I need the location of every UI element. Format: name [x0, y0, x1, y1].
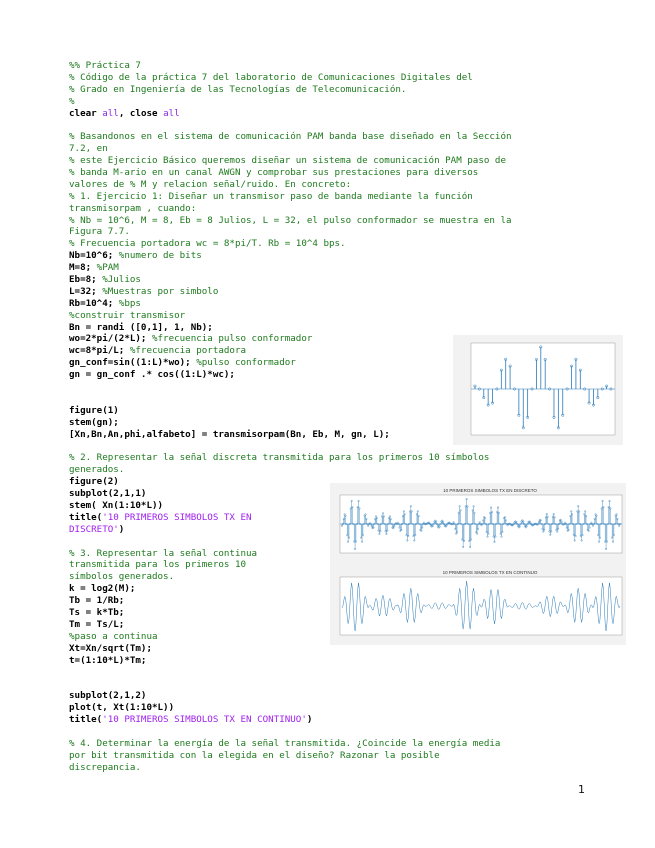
code-line: [Xn,Bn,An,phi,alfabeto] = transmisorpam(Bn, Eb, M, gn, L); — [69, 428, 390, 440]
code-line: % Frecuencia portadora wc = 8*pi/T. Rb = 10^4 bps. — [69, 238, 346, 250]
code-token: wo=2*pi/(2*L); — [69, 333, 152, 345]
code-line: k = log2(M); — [69, 583, 136, 595]
code-line: stem(gn); — [69, 416, 119, 428]
code-line — [69, 250, 589, 262]
code-line: Figura 7.7. — [69, 226, 130, 238]
figure2-svg — [330, 483, 626, 645]
code-line: % banda M-ario en un canal AWGN y comprobar sus prestaciones para diversos — [69, 167, 479, 179]
code-token: M=8; — [69, 262, 97, 274]
code-token: '10 PRIMEROS SIMBOLOS TX EN CONTINUO' — [102, 713, 307, 725]
code-line: subplot(2,1,1) — [69, 488, 147, 500]
code-token: clear — [69, 107, 103, 119]
code-line — [69, 726, 589, 738]
code-line: Tm = Ts/L; — [69, 618, 125, 630]
code-token: wc=8*pi/L; — [69, 345, 130, 357]
code-line — [69, 119, 589, 131]
code-token: gn_conf=sin((1:L)*wo); — [69, 357, 197, 369]
code-line: % este Ejercicio Básico queremos diseñar un sistema de comunicación PAM paso de — [69, 155, 506, 167]
code-line: plot(t, Xt(1:10*L)) — [69, 702, 175, 714]
code-line: % 3. Representar la señal continua — [69, 547, 258, 559]
code-token: ) — [118, 523, 125, 535]
code-token: %numero de bits — [118, 250, 202, 262]
code-line: % Nb = 10^6, M = 8, Eb = 8 Julios, L = 32, el pulso conformador se muestra en la — [69, 214, 512, 226]
code-line: t=(1:10*L)*Tm; — [69, 654, 147, 666]
code-line: por bit transmitida con la elegida en el diseño? Razonar la posible — [69, 749, 440, 761]
code-line — [69, 286, 589, 298]
code-line: % Código de la práctica 7 del laboratorio de Comunicaciones Digitales del — [69, 71, 473, 83]
code-line — [69, 666, 589, 678]
code-line — [69, 108, 589, 120]
code-line: stem( Xn(1:10*L)) — [69, 499, 164, 511]
code-token: title( — [69, 713, 103, 725]
code-token: Nb=10^6; — [69, 250, 119, 262]
code-token: %pulso conformador — [196, 357, 296, 369]
code-line: Tb = 1/Rb; — [69, 595, 125, 607]
code-line: valores de % M y relacion señal/ruido. En concreto: — [69, 178, 352, 190]
code-line: % 4. Determinar la energía de la señal transmitida. ¿Coincide la energía media — [69, 737, 501, 749]
code-token: ) — [306, 713, 313, 725]
code-token: %Muestras por simbolo — [102, 285, 219, 297]
code-line: Bn = randi ([0,1], 1, Nb); — [69, 321, 213, 333]
code-line — [69, 298, 589, 310]
code-line: % Basandonos en el sistema de comunicación PAM banda base diseñado en la Sección — [69, 131, 512, 143]
code-line: generados. — [69, 464, 125, 476]
figure2-subplots — [330, 483, 626, 645]
code-line: transmisorpam , cuando: — [69, 202, 197, 214]
code-token: all — [102, 107, 119, 119]
code-line: % — [69, 95, 75, 107]
figure1-stem-plot — [453, 335, 623, 445]
code-line: figure(2) — [69, 476, 119, 488]
code-token: %Julios — [102, 274, 141, 286]
subplot2-title: 10 PRIMEROS SIMBOLOS TX EN CONTINUO — [442, 570, 538, 575]
code-line: figure(1) — [69, 404, 119, 416]
code-token: %frecuencia portadora — [129, 345, 247, 357]
code-line: % Grado en Ingeniería de las Tecnologías de Telecomunicación. — [69, 83, 407, 95]
code-line — [69, 274, 589, 286]
page-number: 1 — [578, 783, 585, 796]
code-line: símbolos generados. — [69, 571, 175, 583]
code-line: Ts = k*Tb; — [69, 606, 125, 618]
code-token: Eb=8; — [69, 274, 103, 286]
code-line: %paso a continua — [69, 630, 158, 642]
code-line: %% Práctica 7 — [69, 60, 141, 71]
code-token: %PAM — [96, 262, 119, 274]
code-line: % 2. Representar la señal discreta transmitida para los primeros 10 símbolos — [69, 452, 490, 464]
code-token: Rb=10^4; — [69, 297, 119, 309]
code-line: % 1. Ejercicio 1: Diseñar un transmisor paso de banda mediante la función — [69, 190, 473, 202]
code-token: all — [163, 107, 180, 119]
code-token: DISCRETO' — [69, 523, 119, 535]
code-line: %construir transmisor — [69, 309, 186, 321]
code-line: gn = gn_conf .* cos((1:L)*wc); — [69, 369, 235, 381]
code-line — [69, 262, 589, 274]
code-line: discrepancia. — [69, 761, 141, 773]
code-line — [69, 678, 589, 690]
code-line: transmitida para los primeros 10 — [69, 559, 247, 571]
code-line: 7.2, en — [69, 143, 108, 155]
code-line: Xt=Xn/sqrt(Tm); — [69, 642, 152, 654]
code-line — [69, 714, 589, 726]
code-token: L=32; — [69, 285, 103, 297]
code-token: %frecuencia pulso conformador — [151, 333, 313, 345]
figure1-svg — [453, 335, 623, 445]
code-token: title( — [69, 511, 103, 523]
code-token: %bps — [118, 297, 141, 309]
code-token: , close — [118, 107, 164, 119]
code-token: '10 PRIMEROS SIMBOLOS TX EN — [102, 511, 252, 523]
subplot1-title: 10 PRIMEROS SIMBOLOS TX EN DISCRETO — [443, 488, 537, 493]
code-line: subplot(2,1,2) — [69, 690, 147, 702]
